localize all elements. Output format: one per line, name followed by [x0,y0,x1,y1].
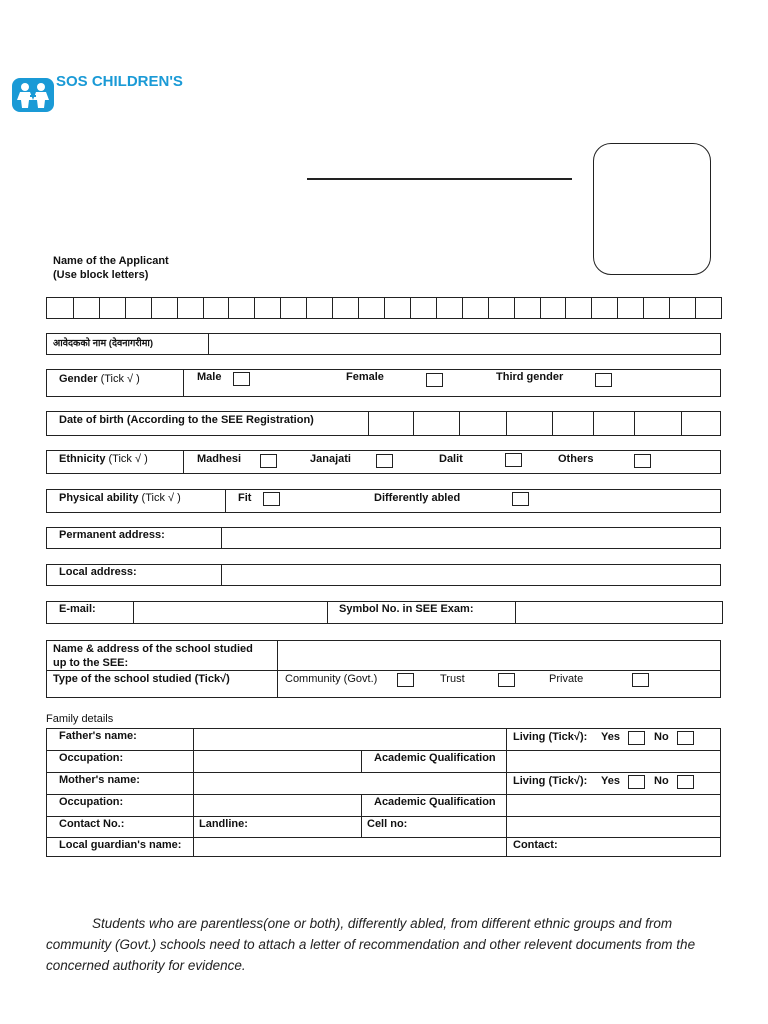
mother-academic-label: Academic Qualification [374,796,496,808]
letter-box[interactable] [358,298,385,318]
guardian-contact-label: Contact: [513,839,558,851]
letter-box[interactable] [177,298,204,318]
letter-box[interactable] [436,298,463,318]
local-guardian-field[interactable] [194,838,506,857]
symbol-no-label: Symbol No. in SEE Exam: [339,603,474,615]
physical-option-differently-abled-label: Differently abled [374,492,461,504]
contact-no-label: Contact No.: [59,818,125,830]
letter-box[interactable] [488,298,515,318]
applicant-name-label: Name of the Applicant (Use block letters) [53,255,169,281]
gender-option-male-label: Male [197,371,222,383]
letter-box[interactable] [669,298,696,318]
letter-box[interactable] [410,298,437,318]
dob-digit-box[interactable] [368,412,413,435]
father-academic-field[interactable] [507,751,720,772]
gender-female-checkbox[interactable] [426,373,443,387]
mothers-name-label: Mother's name: [59,774,140,786]
physical-option-fit-label: Fit [238,492,252,504]
ethnicity-row [46,450,721,474]
letter-box[interactable] [151,298,178,318]
org-name: SOS CHILDREN'S [56,73,183,90]
symbol-no-field[interactable] [516,602,722,623]
photo-box[interactable] [593,143,711,275]
ethnicity-option-janajati-label: Janajati [310,453,351,465]
father-no-label: No [654,731,669,743]
ethnicity-madhesi-checkbox[interactable] [260,454,277,468]
email-field[interactable] [134,602,327,623]
dob-digit-box[interactable] [552,412,593,435]
family-table [46,728,721,857]
email-symbol-row [46,601,723,624]
school-community-checkbox[interactable] [397,673,414,687]
mother-no-label: No [654,775,669,787]
letter-box[interactable] [73,298,100,318]
dob-digit-box[interactable] [506,412,552,435]
title-line [307,178,572,180]
school-type-label: Type of the school studied (Tick√) [53,673,230,685]
mother-living-no-checkbox[interactable] [677,775,694,789]
local-guardian-label: Local guardian's name: [59,839,182,851]
father-occupation-label: Occupation: [59,752,124,764]
gender-male-checkbox[interactable] [233,372,250,386]
letter-box[interactable] [617,298,644,318]
local-address-row [46,564,721,586]
letter-box[interactable] [228,298,255,318]
dob-digit-box[interactable] [593,412,634,435]
ethnicity-dalit-checkbox[interactable] [505,453,522,467]
cell-no-label: Cell no: [367,818,408,830]
nepali-name-field[interactable] [209,334,720,354]
ethnicity-option-madhesi-label: Madhesi [197,453,242,465]
ethnicity-option-dalit-label: Dalit [439,453,463,465]
father-living-no-checkbox[interactable] [677,731,694,745]
letter-box[interactable] [565,298,592,318]
father-yes-label: Yes [601,731,620,743]
dob-digit-box[interactable] [459,412,506,435]
letter-box[interactable] [514,298,541,318]
email-label: E-mail: [59,603,96,615]
ethnicity-others-checkbox[interactable] [634,454,651,468]
mother-living-label: Living (Tick√): [513,775,588,787]
permanent-address-label: Permanent address: [59,529,165,541]
cell-no-field[interactable] [507,817,720,837]
school-trust-checkbox[interactable] [498,673,515,687]
letter-box[interactable] [591,298,618,318]
permanent-address-field[interactable] [222,528,720,548]
school-private-checkbox[interactable] [632,673,649,687]
letter-box[interactable] [332,298,359,318]
physical-ability-row [46,489,721,513]
dob-digit-box[interactable] [681,412,722,435]
father-living-label: Living (Tick√): [513,731,588,743]
mother-yes-label: Yes [601,775,620,787]
letter-box[interactable] [462,298,489,318]
ethnicity-option-others-label: Others [558,453,594,465]
mother-living-yes-checkbox[interactable] [628,775,645,789]
ethnicity-janajati-checkbox[interactable] [376,454,393,468]
dob-label: Date of birth (According to the SEE Registration) [59,414,314,426]
sos-logo [12,78,54,112]
letter-box[interactable] [306,298,333,318]
gender-label: Gender (Tick √ ) [59,373,140,385]
school-name-label: Name & address of the school studied up to the SEE: [53,643,253,669]
letter-box[interactable] [384,298,411,318]
letter-box[interactable] [99,298,126,318]
physical-differently-abled-checkbox[interactable] [512,492,529,506]
school-name-field[interactable] [278,641,720,670]
gender-row [46,369,721,397]
father-living-yes-checkbox[interactable] [628,731,645,745]
family-details-heading: Family details [46,713,114,725]
school-option-community-label: Community (Govt.) [285,673,378,685]
mother-occupation-field[interactable] [194,795,361,816]
mother-occupation-label: Occupation: [59,796,124,808]
letter-box[interactable] [254,298,281,318]
letter-box[interactable] [695,298,722,318]
gender-option-third-label: Third gender [496,371,564,383]
school-option-private-label: Private [549,673,584,685]
physical-fit-checkbox[interactable] [263,492,280,506]
nepali-name-row [46,333,721,355]
school-option-trust-label: Trust [440,673,465,685]
sos-children-figures-icon [12,78,54,112]
letter-box[interactable] [203,298,230,318]
dob-row [46,411,721,436]
fathers-name-field[interactable] [194,729,506,750]
letter-box[interactable] [643,298,670,318]
gender-third-checkbox[interactable] [595,373,612,387]
local-address-label: Local address: [59,566,137,578]
dob-digit-box[interactable] [413,412,459,435]
mothers-name-field[interactable] [194,773,506,794]
physical-ability-label: Physical ability (Tick √ ) [59,492,181,504]
fathers-name-label: Father's name: [59,730,137,742]
nepali-name-label: आवेदकको नाम (देवनागरीमा) [53,338,154,349]
landline-label: Landline: [199,818,248,830]
school-table [46,640,721,698]
letter-box[interactable] [47,298,73,318]
dob-digit-box[interactable] [634,412,681,435]
father-academic-label: Academic Qualification [374,752,496,764]
letter-box[interactable] [540,298,567,318]
letter-box[interactable] [125,298,152,318]
letter-box[interactable] [280,298,307,318]
instructions-note: Students who are parentless(one or both), differently abled, from different ethnic groups and from community (Govt.) schools need to attach a letter of recommendation and other relevent documents from the concerned authority for evidence. [46,916,696,973]
gender-option-female-label: Female [346,371,384,383]
applicant-name-grid[interactable] [46,297,722,319]
father-occupation-field[interactable] [194,751,361,772]
ethnicity-label: Ethnicity (Tick √ ) [59,453,148,465]
permanent-address-row [46,527,721,549]
local-address-field[interactable] [222,565,720,585]
mother-academic-field[interactable] [507,795,720,816]
